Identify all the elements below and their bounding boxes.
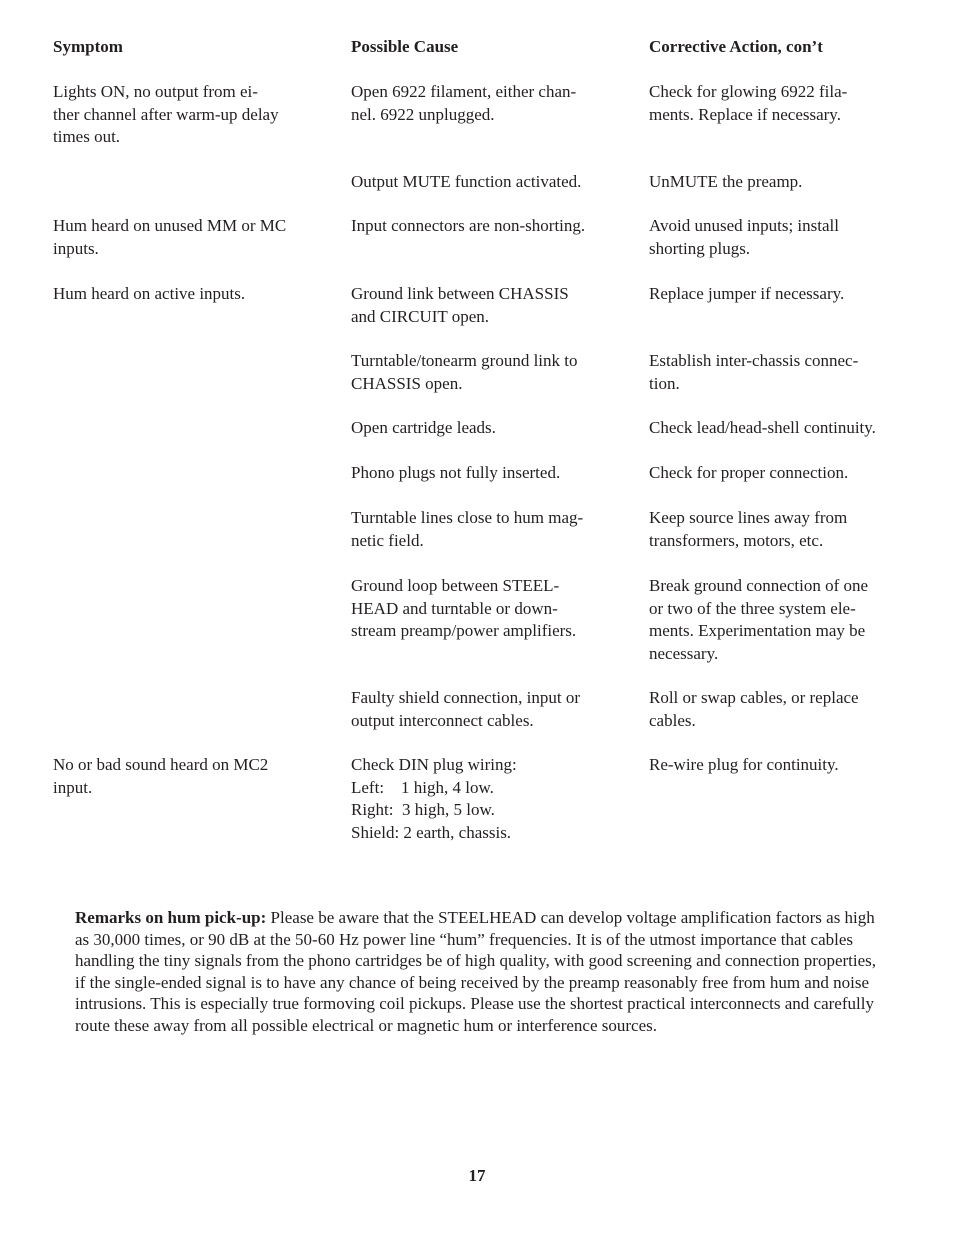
- row-8-action: Keep source lines away from transformers, motors, etc.: [649, 508, 848, 550]
- row-5-cause: Turntable/tonearm ground link to CHASSIS open.: [351, 351, 578, 393]
- remarks-paragraph: [75, 907, 885, 1036]
- header-possible-cause: Possible Cause: [351, 37, 459, 56]
- row-10-cause: Faulty shield connection, input or output interconnect cables.: [351, 688, 580, 730]
- row-9-cause: Ground loop between STEEL- HEAD and turntable or down- stream preamp/power amplifiers.: [351, 576, 577, 640]
- remarks-label: Remarks on hum pick-up:: [75, 908, 267, 927]
- row-5-action: Establish inter-chassis connec- tion.: [649, 351, 859, 393]
- row-2-action: UnMUTE the preamp.: [649, 172, 803, 191]
- row-10-action: Roll or swap cables, or replace cables.: [649, 688, 859, 730]
- row-1-symptom: Lights ON, no output from ei- ther channel after warm-up delay times out.: [53, 82, 279, 146]
- row-11-cause: Check DIN plug wiring: Left: 1 high, 4 low. Right: 3 high, 5 low. Shield: 2 earth, chassis.: [351, 755, 517, 842]
- row-4-cause: Ground link between CHASSIS and CIRCUIT open.: [351, 284, 569, 326]
- page-number: 17: [468, 1166, 486, 1185]
- row-4-action: Replace jumper if necessary.: [649, 284, 845, 303]
- row-3-symptom: Hum heard on unused MM or MC inputs.: [53, 216, 287, 258]
- row-6-action: Check lead/head-shell continuity.: [649, 418, 876, 437]
- row-1-action: Check for glowing 6922 fila- ments. Replace if necessary.: [649, 82, 848, 124]
- remarks-text: Please be aware that the STEELHEAD can develop voltage amplification factors as high as 30,000 times, or 90 dB at the 50-60 Hz power line “hum” frequencies. It is of the utmost importance that cables handling the tiny signals from the phono cartridges be of high quality, with good screening and connection properties, if the single-ended signal is to have any chance of being received by the preamp reasonably free from hum and noise intrusions. This is especially true formoving coil pickups. Please use the shortest practical interconnects and carefully route these away from all possible electrical or magnetic hum or interference sources.: [75, 908, 877, 1035]
- row-2-cause: Output MUTE function activated.: [351, 172, 582, 191]
- row-9-action: Break ground connection of one or two of the three system ele- ments. Experimentation may be necessary.: [649, 576, 869, 663]
- row-7-action: Check for proper connection.: [649, 463, 849, 482]
- row-11-symptom: No or bad sound heard on MC2 input.: [53, 755, 269, 797]
- row-11-action: Re-wire plug for continuity.: [649, 755, 839, 774]
- row-6-cause: Open cartridge leads.: [351, 418, 496, 437]
- header-corrective-action: Corrective Action, con’t: [649, 37, 823, 56]
- row-8-cause: Turntable lines close to hum mag- netic field.: [351, 508, 584, 550]
- row-7-cause: Phono plugs not fully inserted.: [351, 463, 561, 482]
- header-symptom: Symptom: [53, 37, 123, 56]
- row-3-action: Avoid unused inputs; install shorting plugs.: [649, 216, 839, 258]
- row-4-symptom: Hum heard on active inputs.: [53, 284, 246, 303]
- row-3-cause: Input connectors are non-shorting.: [351, 216, 586, 235]
- row-1-cause: Open 6922 filament, either chan- nel. 6922 unplugged.: [351, 82, 577, 124]
